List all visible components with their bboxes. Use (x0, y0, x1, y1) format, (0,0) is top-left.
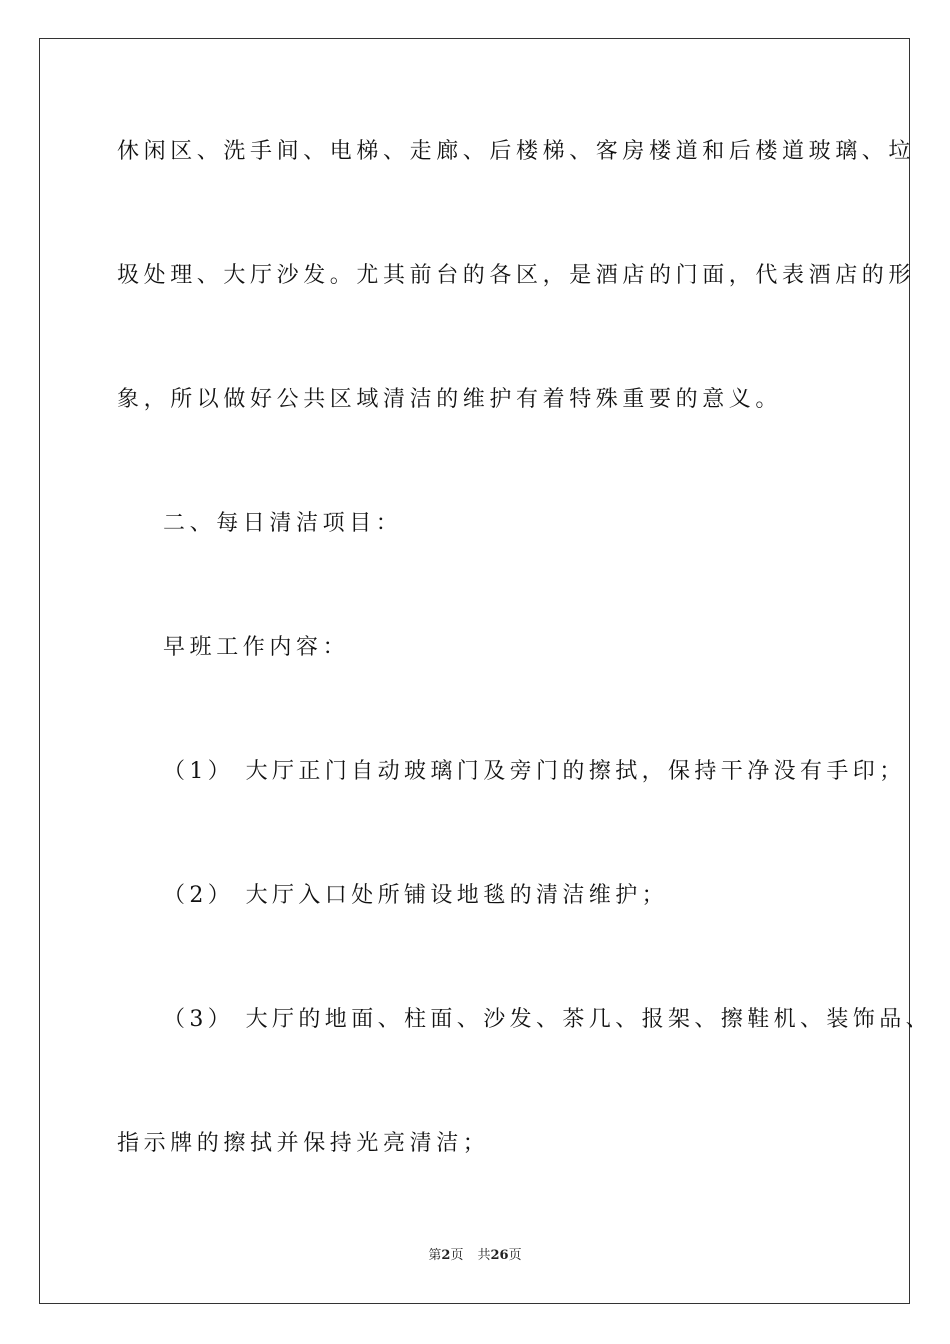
paragraph-line-3: 象，所以做好公共区域清洁的维护有着特殊重要的意义。 (117, 387, 783, 412)
footer-page-suffix: 页 (450, 1248, 464, 1263)
footer-page-prefix: 第 (428, 1248, 442, 1263)
list-item-3-continuation: 指示牌的擦拭并保持光亮清洁； (117, 1131, 490, 1156)
list-item-1: （1） 大厅正门自动玻璃门及旁门的擦拭，保持干净没有手印； (163, 759, 906, 784)
section-heading: 二、每日清洁项目： (163, 511, 403, 536)
list-item-3: （3） 大厅的地面、柱面、沙发、茶几、报架、擦鞋机、装饰品、 (163, 1007, 932, 1032)
subsection-heading: 早班工作内容： (163, 635, 350, 660)
footer-total-prefix: 共 (477, 1248, 491, 1263)
footer-total-suffix: 页 (508, 1248, 522, 1263)
page-border (39, 38, 910, 1304)
page-footer (0, 1248, 950, 1264)
paragraph-line-1: 休闲区、洗手间、电梯、走廊、后楼梯、客房楼道和后楼道玻璃、垃 (117, 139, 916, 164)
footer-page-number: 2 (441, 1248, 451, 1263)
list-item-2: （2） 大厅入口处所铺设地毯的清洁维护； (163, 883, 668, 908)
paragraph-line-2: 圾处理、大厅沙发。尤其前台的各区，是酒店的门面，代表酒店的形 (117, 263, 916, 288)
footer-total-pages: 26 (490, 1248, 509, 1263)
